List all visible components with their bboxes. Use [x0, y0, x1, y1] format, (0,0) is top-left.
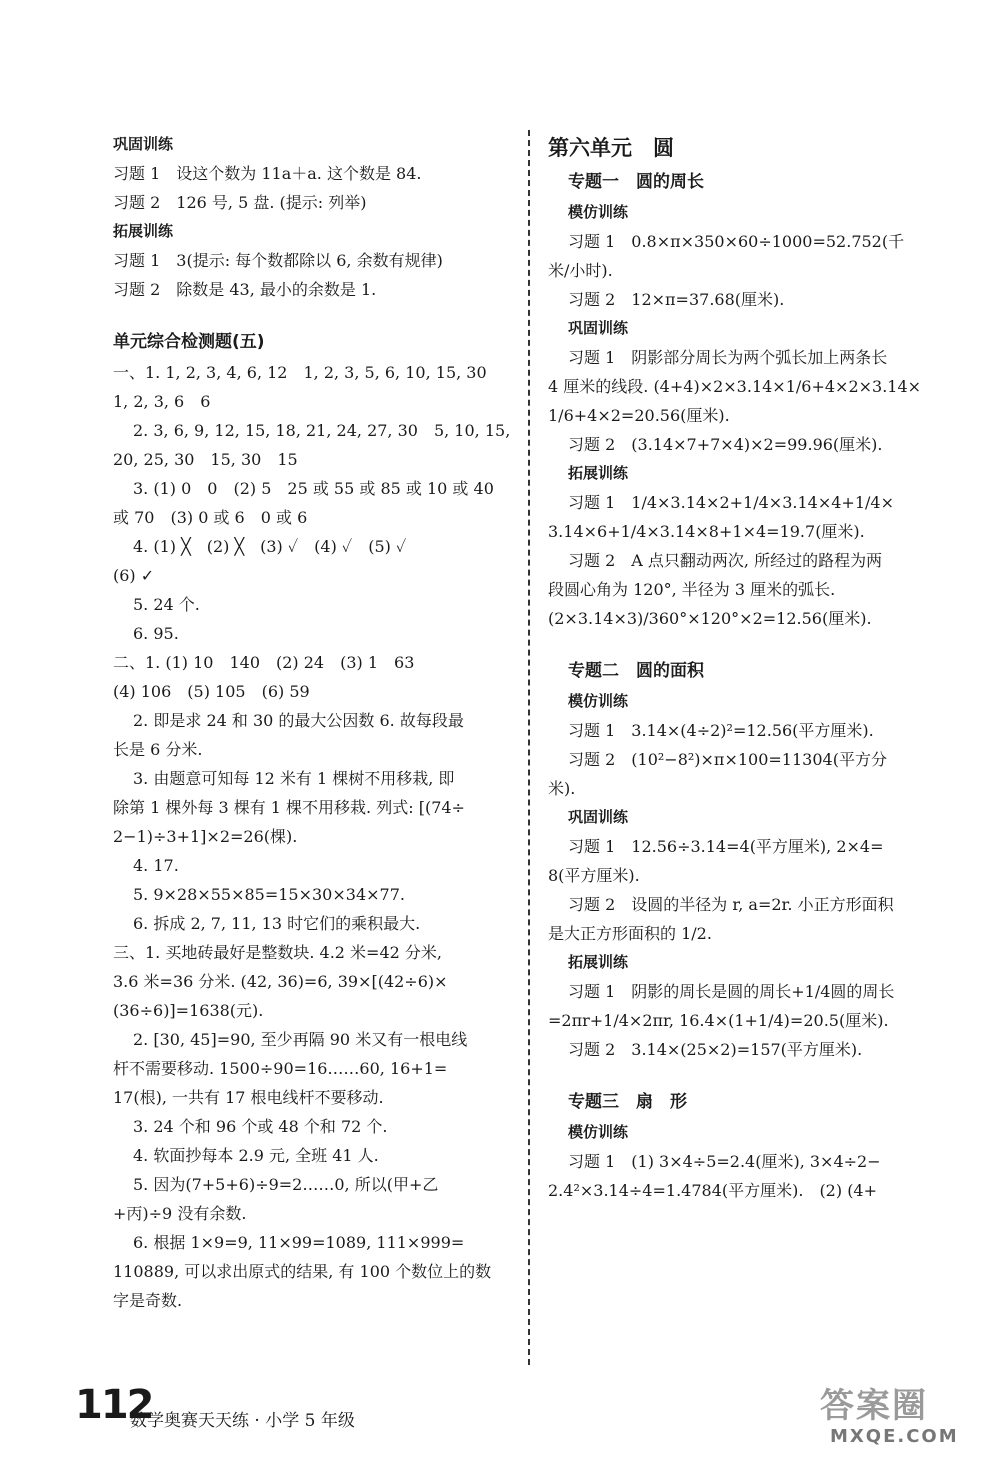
answer-line: 一、1. 1, 2, 3, 4, 6, 12 1, 2, 3, 5, 6, 10, 15, 30 — [113, 363, 487, 382]
answer-line: 20, 25, 30 15, 30 15 — [113, 450, 298, 469]
answer-line: 段圆心角为 120°, 半径为 3 厘米的弧长. — [548, 580, 836, 599]
answer-line: 二、1. (1) 10 140 (2) 24 (3) 1 63 — [113, 653, 415, 672]
answer-line: 3. (1) 0 0 (2) 5 25 或 55 或 85 或 10 或 40 — [133, 479, 494, 498]
answer-line: 4 厘米的线段. (4+4)×2×3.14×1/6+4×2×3.14× — [548, 377, 922, 396]
answer-line: 习题 1 阴影部分周长为两个弧长加上两条长 — [568, 348, 888, 367]
answer-line: 是大正方形面积的 1/2. — [548, 924, 712, 943]
answer-line: 长是 6 分米. — [113, 740, 203, 759]
unit-review-title: 单元综合检测题(五) — [113, 332, 265, 352]
answer-line: 习题 1 0.8×π×350×60÷1000=52.752(千 — [568, 232, 905, 251]
answer-line: 字是奇数. — [113, 1291, 183, 1310]
answer-line: =2πr+1/4×2πr, 16.4×(1+1/4)=20.5(厘米). — [548, 1011, 889, 1030]
answer-line: 习题 1 3.14×(4÷2)²=12.56(平方厘米). — [568, 721, 874, 740]
answer-line: 2. 3, 6, 9, 12, 15, 18, 21, 24, 27, 30 5, 10, 15, — [133, 421, 511, 440]
answer-line: 17(根), 一共有 17 根电线杆不要移动. — [113, 1088, 384, 1107]
topic-title: 专题三 扇 形 — [568, 1092, 687, 1112]
answer-line: 5. 因为(7+5+6)÷9=2……0, 所以(甲+乙 — [133, 1175, 439, 1194]
answer-line: 4. 软面抄每本 2.9 元, 全班 41 人. — [133, 1146, 379, 1165]
answer-line: 习题 2 (3.14×7+7×4)×2=99.96(厘米). — [568, 435, 883, 454]
answer-line: 除第 1 棵外每 3 棵有 1 棵不用移栽. 列式: [(74÷ — [113, 798, 465, 817]
answer-line: 习题 1 设这个数为 11a＋a. 这个数是 84. — [113, 164, 422, 183]
answer-line: 5. 24 个. — [133, 595, 200, 614]
answer-line: 6. 根据 1×9=9, 11×99=1089, 111×999= — [133, 1233, 465, 1252]
answer-line: 米/小时). — [548, 261, 613, 280]
answer-line: 习题 2 除数是 43, 最小的余数是 1. — [113, 280, 377, 299]
column-divider — [528, 130, 530, 1365]
answer-line: 习题 2 A 点只翻动两次, 所经过的路程为两 — [568, 551, 883, 570]
answer-line: 2. [30, 45]=90, 至少再隔 90 米又有一根电线 — [133, 1030, 468, 1049]
answer-line: 1, 2, 3, 6 6 — [113, 392, 211, 411]
answer-line: 习题 1 阴影的周长是圆的周长+1/4圆的周长 — [568, 982, 895, 1001]
watermark-text: 答案圈 — [820, 1386, 928, 1426]
answer-line: 习题 1 1/4×3.14×2+1/4×3.14×4+1/4× — [568, 493, 894, 512]
section-heading: 巩固训练 — [568, 319, 629, 337]
answer-line: 8(平方厘米). — [548, 866, 640, 885]
answer-line: 杆不需要移动. 1500÷90=16……60, 16+1= — [113, 1059, 448, 1078]
section-heading: 拓展训练 — [568, 953, 629, 971]
page-number: 112 — [75, 1382, 153, 1428]
answer-line: 或 70 (3) 0 或 6 0 或 6 — [113, 508, 308, 527]
section-heading: 巩固训练 — [113, 135, 174, 153]
section-heading: 模仿训练 — [568, 692, 629, 710]
topic-title: 专题一 圆的周长 — [568, 172, 704, 192]
answer-line: 习题 2 (10²−8²)×π×100=11304(平方分 — [568, 750, 887, 769]
answer-line: (6) ✓ — [113, 566, 155, 585]
answer-line: 3.14×6+1/4×3.14×8+1×4=19.7(厘米). — [548, 522, 865, 541]
topic-title: 专题二 圆的面积 — [568, 661, 704, 681]
right-column — [548, 130, 948, 1205]
book-title: 数学奥赛天天练 · 小学 5 年级 — [130, 1411, 355, 1431]
answer-line: 3. 由题意可知每 12 米有 1 棵树不用移栽, 即 — [133, 769, 455, 788]
section-heading: 拓展训练 — [113, 222, 174, 240]
section-heading: 拓展训练 — [568, 464, 629, 482]
answer-line: (4) 106 (5) 105 (6) 59 — [113, 682, 310, 701]
answer-line: 3.6 米=36 分米. (42, 36)=6, 39×[(42÷6)× — [113, 972, 448, 991]
answer-line: 习题 1 (1) 3×4÷5=2.4(厘米), 3×4÷2− — [568, 1152, 881, 1171]
answer-line: 110889, 可以求出原式的结果, 有 100 个数位上的数 — [113, 1262, 492, 1281]
answer-line: 三、1. 买地砖最好是整数块. 4.2 米=42 分米, — [113, 943, 442, 962]
answer-line: 5. 9×28×55×85=15×30×34×77. — [133, 885, 405, 904]
answer-line: 米). — [548, 779, 576, 798]
answer-line: (36÷6)]=1638(元). — [113, 1001, 264, 1020]
section-heading: 模仿训练 — [568, 203, 629, 221]
answer-line: 6. 拆成 2, 7, 11, 13 时它们的乘积最大. — [133, 914, 421, 933]
section-heading: 巩固训练 — [568, 808, 629, 826]
watermark-url: MXQE.COM — [830, 1426, 959, 1447]
answer-line: 3. 24 个和 96 个或 48 个和 72 个. — [133, 1117, 388, 1136]
answer-line: +丙)÷9 没有余数. — [113, 1204, 247, 1223]
answer-line: 习题 1 3(提示: 每个数都除以 6, 余数有规律) — [113, 251, 443, 270]
answer-line: 1/6+4×2=20.56(厘米). — [548, 406, 730, 425]
answer-line: 2.4²×3.14÷4=1.4784(平方厘米). (2) (4+ — [548, 1181, 878, 1200]
section-heading: 模仿训练 — [568, 1123, 629, 1141]
answer-line: 2−1)÷3+1]×2=26(棵). — [113, 827, 298, 846]
answer-line: 4. 17. — [133, 856, 179, 875]
answer-line: 习题 2 126 号, 5 盘. (提示: 列举) — [113, 193, 367, 212]
watermark-logo — [820, 1378, 990, 1458]
answer-line: 4. (1) ╳ (2) ╳ (3) ✓ (4) ✓ (5) ✓ — [133, 537, 407, 556]
answer-line: (2×3.14×3)/360°×120°×2=12.56(厘米). — [548, 609, 872, 628]
answer-line: 6. 95. — [133, 624, 179, 643]
answer-line: 习题 1 12.56÷3.14=4(平方厘米), 2×4= — [568, 837, 884, 856]
answer-line: 2. 即是求 24 和 30 的最大公因数 6. 故每段最 — [133, 711, 464, 730]
answer-line: 习题 2 12×π=37.68(厘米). — [568, 290, 785, 309]
unit-title: 第六单元 圆 — [548, 136, 674, 160]
answer-line: 习题 2 3.14×(25×2)=157(平方厘米). — [568, 1040, 863, 1059]
answer-line: 习题 2 设圆的半径为 r, a=2r. 小正方形面积 — [568, 895, 894, 914]
left-column — [113, 130, 513, 1315]
